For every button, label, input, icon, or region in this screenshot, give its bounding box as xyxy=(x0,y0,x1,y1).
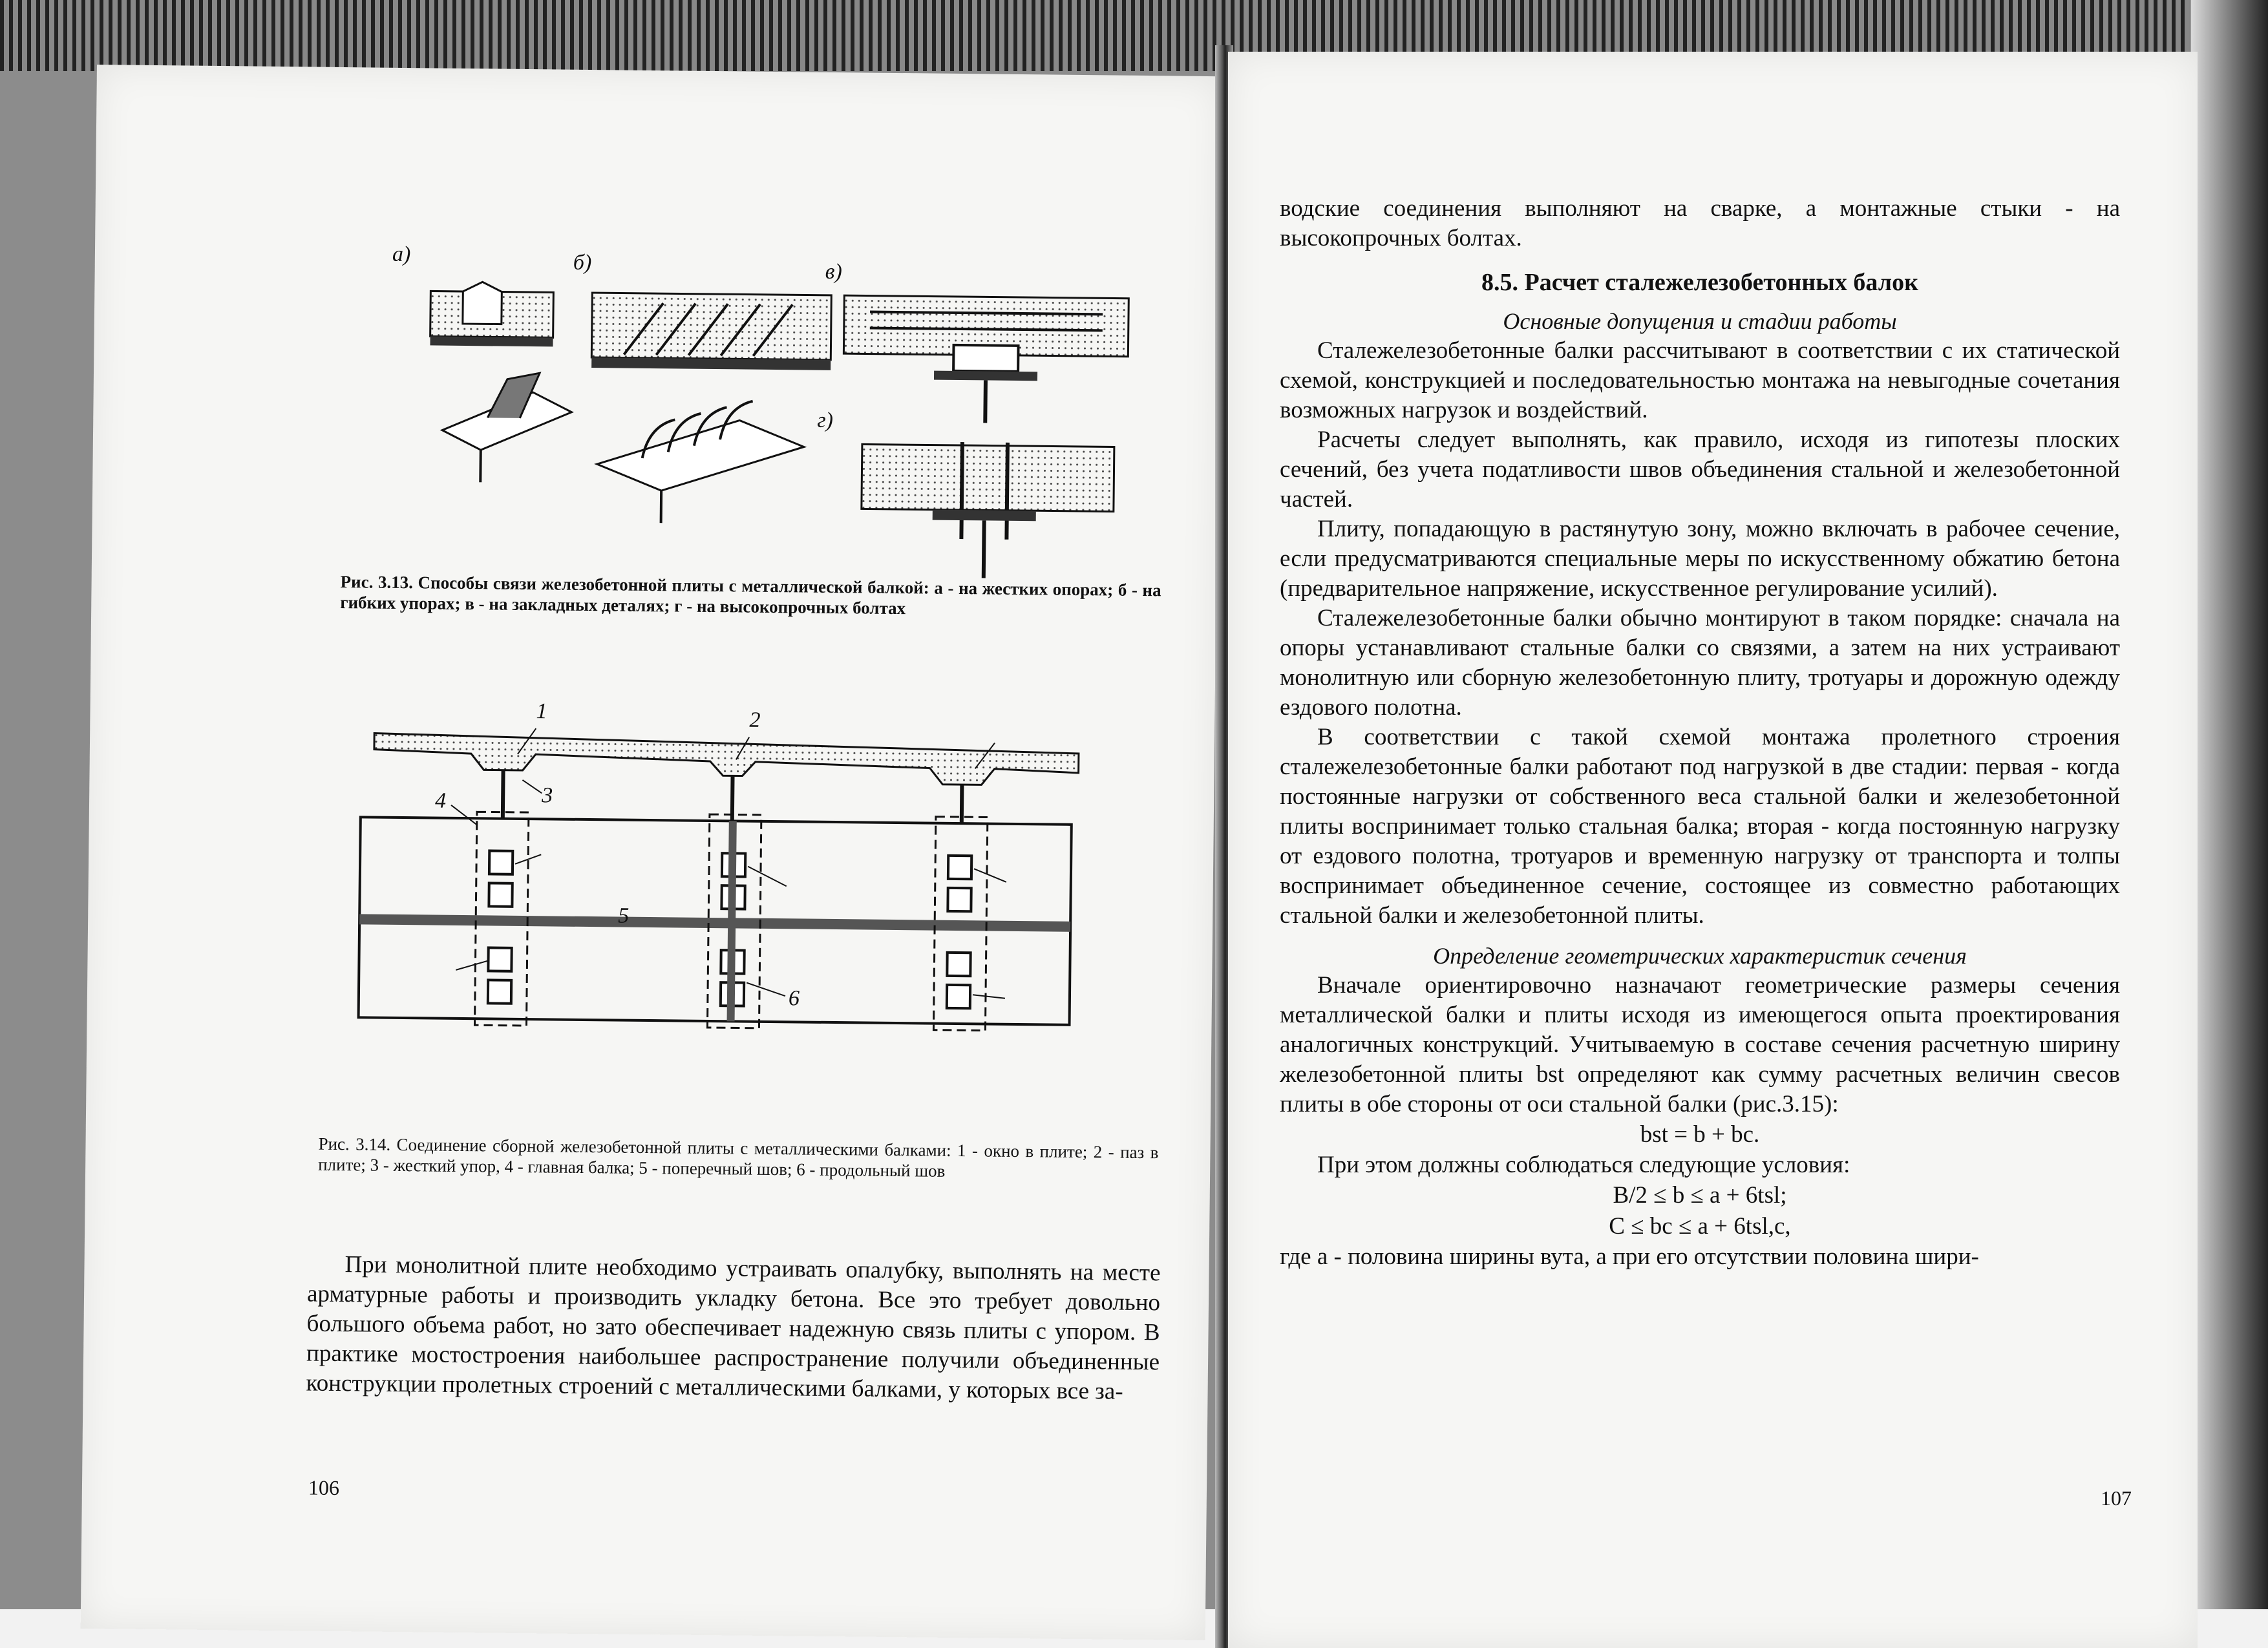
continuation-text: водские соединения выполняют на сварке, а монтажные стыки - на высокопрочных болтах. xyxy=(1280,195,2120,251)
paragraph-6: Вначале ориентировочно назначают геометрические размеры сечения металлической балки и плиты исходя из имеющегося опыта проектирования аналогичных конструкций. Учитываемую в составе сечения расчетную ширину железобетонной плиты bst определяют как сумму расчетных величин свесов плиты в обе стороны от оси стальной балки (рис.3.15): xyxy=(1280,972,2120,1117)
figure-3-14-drawing xyxy=(86,685,1215,1149)
fig-label-v: в) xyxy=(825,259,842,284)
fig314-slab-section xyxy=(374,734,1079,786)
fig314-callout-1: 1 xyxy=(536,699,547,724)
conditions-intro: При этом должны соблюдаться следующие условия: xyxy=(1317,1152,1850,1178)
figure-3-13 xyxy=(91,65,1222,658)
fig314-callout-2: 2 xyxy=(749,708,761,732)
fig-label-b: б) xyxy=(573,250,592,275)
fig-g-flange xyxy=(933,510,1036,522)
fig314-callout-4: 4 xyxy=(434,788,447,813)
fig-a-flange xyxy=(430,336,553,346)
paragraph-1: Сталежелезобетонные балки рассчитывают в соответствии с их статической схемой, конструкцией и последовательностью монтажа на невыгодные сочетания возможных нагрузок и воздействий. xyxy=(1280,337,2120,423)
figure-3-14 xyxy=(86,685,1215,1149)
last-line: где а - половина ширины вута, а при его отсутствии половина шири- xyxy=(1280,1243,1979,1270)
subheading-geometry: Определение геометрических характеристик сечения xyxy=(1433,943,1967,969)
fig-g-slab xyxy=(862,444,1114,511)
formula-b-condition: B/2 ≤ b ≤ a + 6tsl; xyxy=(1613,1182,1787,1209)
paragraph-5: В соответствии с такой схемой монтажа пролетного строения сталежелезобетонные балки работают под нагрузкой в две стадии: первая - когда постоянные нагрузки от собственного веса стальной балки и железобетонной плиты воспринимает только стальная балка; вторая - когда постоянную нагрузку от ездового полотна, тротуаров и временную нагрузку от транспорта и толпы воспринимает объединенное сечение, состоящее из совместно работающих стальной балки и железобетонной плиты. xyxy=(1280,724,2120,929)
fig314-callout-6: 6 xyxy=(788,986,800,1011)
right-page xyxy=(1228,52,2198,1648)
fig314-callout-3: 3 xyxy=(542,783,553,808)
paragraph-4: Сталежелезобетонные балки обычно монтируют в таком порядке: сначала на опоры устанавливают стальные балки со связями, а затем на них устраивают монолитную или сборную железобетонную плиту, тротуары и дорожную одежду ездового полотна. xyxy=(1280,605,2120,721)
paragraph-3: Плиту, попадающую в растянутую зону, можно включать в рабочее сечение, если предусматриваются специальные меры по искусственному обжатию бетона (предварительное напряжение, искусственное регулирование усилий). xyxy=(1280,516,2120,602)
fig-v-embed xyxy=(953,345,1018,372)
right-page-content xyxy=(1280,194,2120,1272)
section-title: 8.5. Расчет сталежелезобетонных балок xyxy=(1481,269,1918,296)
fig-a-support xyxy=(463,282,502,324)
fig-label-a: а) xyxy=(392,242,411,267)
formula-bc-condition: C ≤ bc ≤ a + 6tsl,c, xyxy=(1609,1213,1791,1240)
figure-3-13-caption: Рис. 3.13. Способы связи железобетонной плиты с металлической балкой: а - на жестких опорах; б - на гибких упорах; в - на закладных деталях; г - на высокопрочных болтах xyxy=(340,571,1161,618)
subheading-assumptions: Основные допущения и стадии работы xyxy=(1503,308,1897,334)
fig-a-iso-web xyxy=(480,450,481,482)
fig-v-web xyxy=(985,380,986,423)
fig-label-g: г) xyxy=(817,408,834,432)
left-page-paragraph: При монолитной плите необходимо устраивать опалубку, выполнять на месте арматурные работы и производить укладку бетона. Все это требует довольно большого объема работ, но зато обеспечивает надежную связь плиты с упором. В практике мостостроения наибольшее распространение получили объединенные конструкции пролетных строений с металлическими балками, у которых все за- xyxy=(306,1251,1161,1405)
left-page-number: 106 xyxy=(308,1475,340,1500)
figure-3-14-caption: Рис. 3.14. Соединение сборной железобетонной плиты с металлическими балками: 1 - окно в плите; 2 - паз в плите; 3 - жесткий упор, 4 - главная балка; 5 - поперечный шов; 6 - продольный шов xyxy=(318,1134,1159,1181)
left-page xyxy=(81,65,1222,1640)
formula-bst: bst = b + bc. xyxy=(1640,1121,1760,1148)
right-page-number: 107 xyxy=(2101,1486,2132,1510)
fig-b-iso-web xyxy=(661,491,662,523)
scan-shadow-right xyxy=(2190,0,2268,1648)
fig314-transverse-joint xyxy=(359,914,1070,932)
fig314-callout-5: 5 xyxy=(618,903,630,928)
figure-3-13-drawing xyxy=(91,65,1222,658)
fig-v-flange xyxy=(934,371,1037,381)
paragraph-2: Расчеты следует выполнять, как правило, исходя из гипотезы плоских сечений, без учета податливости швов объединения стальной и железобетонной частей. xyxy=(1280,427,2120,512)
